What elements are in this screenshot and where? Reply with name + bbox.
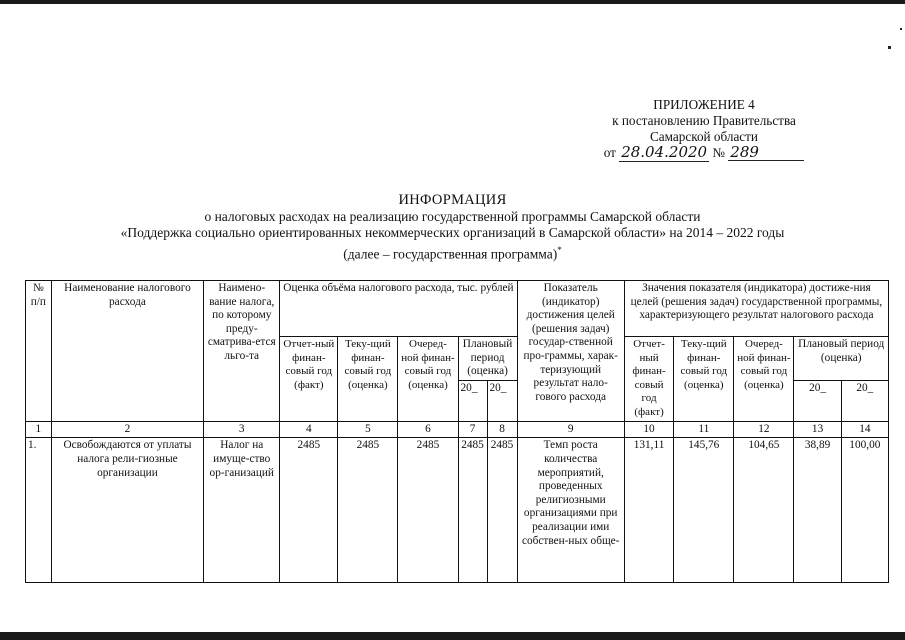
heading-line-3-text: (далее – государственная программа) (343, 246, 558, 261)
sub-current-year: Теку-щий финан-совый год (оценка) (674, 337, 734, 422)
row-value: 104,65 (734, 438, 794, 583)
row-value: 145,76 (674, 438, 734, 583)
column-number: 11 (674, 421, 734, 438)
scan-bottom-edge (0, 632, 905, 640)
appendix-line-2: Самарской области (650, 129, 758, 144)
tax-expenditure-table (25, 280, 889, 583)
heading-line-1: о налоговых расходах на реализацию государственной программы Самарской области (204, 208, 701, 224)
scan-speck (900, 28, 902, 30)
column-number: 2 (51, 421, 203, 438)
column-number: 13 (794, 421, 841, 438)
header-estimate: Оценка объёма налогового расхода, тыс. рублей (280, 281, 517, 337)
sub-planned-period: Плановый период (оценка) (458, 337, 517, 381)
column-number: 8 (487, 421, 517, 438)
appendix-block (592, 97, 816, 161)
column-number-row (26, 421, 889, 438)
appendix-date-line (592, 145, 816, 161)
column-number: 14 (841, 421, 888, 438)
header-indicator: Показатель (индикатор) достижения целей (решения задач) государ-ственной про-граммы, харак-теризующий результат нало-гового расхода (517, 281, 624, 422)
year-cell: 20_ (794, 380, 841, 421)
row-value: 2485 (338, 438, 398, 583)
row-value: 100,00 (841, 438, 888, 583)
header-num: № п/п (26, 281, 52, 422)
sub-next-year: Очеред-ной финан-совый год (оценка) (734, 337, 794, 422)
column-number: 4 (280, 421, 338, 438)
row-value: 131,11 (624, 438, 673, 583)
appendix-title: ПРИЛОЖЕНИЕ 4 (653, 97, 755, 112)
sub-report-year: Отчет-ный финан-совый год (факт) (624, 337, 673, 422)
heading-line-3 (40, 242, 865, 263)
row-indicator: Темп роста количества мероприятий, проведенных религиозными организациями при реализации ими собствен-ных обще- (517, 438, 624, 583)
row-value: 2485 (487, 438, 517, 583)
column-number: 1 (26, 421, 52, 438)
header-name: Наименование налогового расхода (51, 281, 203, 422)
header-row (26, 281, 889, 337)
row-number: 1. (26, 438, 52, 583)
sub-next-year: Очеред-ной финан-совый год (оценка) (398, 337, 458, 422)
row-tax: Налог на имуще-ство ор-ганизаций (204, 438, 280, 583)
header-tax: Наимено-вание налога, по которому преду-сматрива-ется льго-та (204, 281, 280, 422)
sub-report-year: Отчет-ный финан-совый год (факт) (280, 337, 338, 422)
row-value: 2485 (280, 438, 338, 583)
column-number: 6 (398, 421, 458, 438)
scan-top-edge (0, 0, 905, 4)
row-value: 2485 (458, 438, 487, 583)
year-cell: 20_ (487, 380, 517, 421)
heading-line-2: «Поддержка социально ориентированных некоммерческих организаций в Самарской области» на 2014 – 2022 годы (120, 225, 785, 240)
column-number: 3 (204, 421, 280, 438)
sub-current-year: Теку-щий финан-совый год (оценка) (338, 337, 398, 422)
handwritten-number: 289 (728, 145, 804, 161)
column-number: 12 (734, 421, 794, 438)
row-name: Освобождаются от уплаты налога рели-гиозные организации (51, 438, 203, 583)
appendix-line-1: к постановлению Правительства (612, 113, 796, 128)
column-number: 9 (517, 421, 624, 438)
table-row (26, 438, 889, 583)
year-cell: 20_ (841, 380, 888, 421)
handwritten-date: 28.04.2020 (621, 143, 708, 161)
header-values: Значения показателя (индикатора) достиже-ния целей (решения задач) государственной программы, характеризующего результат налогового расхода (624, 281, 888, 337)
from-label: от (603, 145, 616, 160)
document-heading (40, 192, 865, 263)
year-cell: 20_ (458, 380, 487, 421)
column-number: 7 (458, 421, 487, 438)
number-label: № (712, 145, 725, 160)
footnote-mark: * (557, 244, 562, 255)
row-value: 38,89 (794, 438, 841, 583)
sub-planned-period: Плановый период (оценка) (794, 337, 889, 381)
row-value: 2485 (398, 438, 458, 583)
column-number: 10 (624, 421, 673, 438)
scan-speck (888, 46, 891, 49)
column-number: 5 (338, 421, 398, 438)
document-title: ИНФОРМАЦИЯ (398, 192, 507, 208)
